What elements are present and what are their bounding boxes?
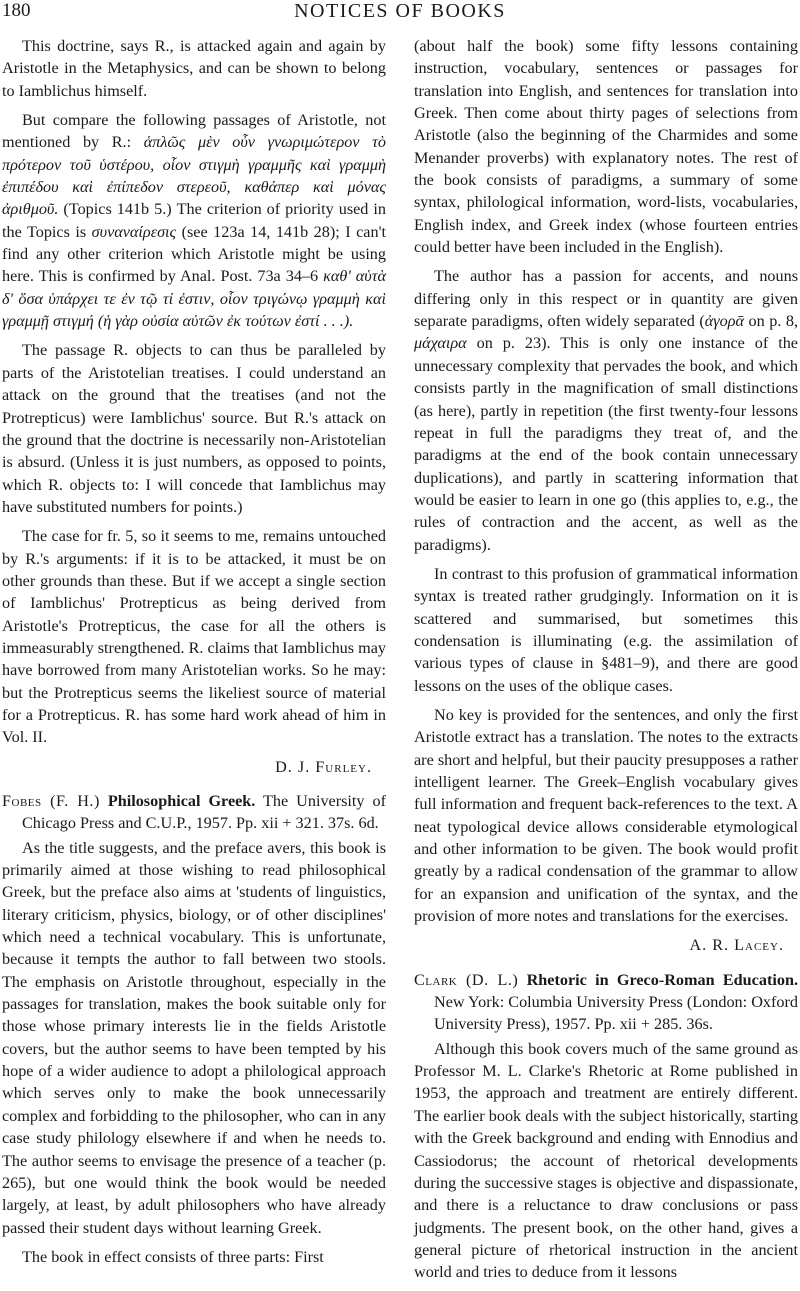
paragraph: In contrast to this profusion of grammatical information syntax is treated rather grudgingly. Information on it is scattered and summarised, but sometimes this condensation is illuminating (e.g. the assimilation of various types of clause in §481–9), and there are good lessons on the uses of the oblique cases. [414,564,798,695]
paragraph: This doctrine, says R., is attacked again and again by Aristotle in the Metaphysics, and can be shown to belong to Iamblichus himself. [2,37,386,100]
book-entry-heading [414,969,798,1036]
book-author: Clark (D. L.) [414,970,519,989]
paragraph-with-greek [2,109,386,332]
paragraph: (about half the book) some fifty lessons containing instruction, vocabulary, sentences or passages for translation into English, and sentences for translation into Greek. Then come about thirty pages of selections from Aristotle (also the beginning of the Charmides and some Menander proverbs) with explanatory notes. The rest of the book consists of paradigms, a summary of some syntax, philological information, word-lists, vocabularies, English index, and Greek index (whose fourteen entries could better have been included in the English). [414,37,798,257]
paragraph: As the title suggests, and the preface avers, this book is primarily aimed at those wishing to read philosophical Greek, but the preface also aims at 'students of linguistics, literary criticism, physics, biology, or of other disciplines' which need a technical vocabulary. This is unfortunate, because it tempts the author to fall between two stools. The emphasis on Aristotle throughout, especially in the passages for translation, makes the book suitable only for those whose primary interests lie in the fields Aristotle covers, but the author seems to have been tempted by his hope of a wider audience to adopt a philological approach which serves only to make the book unnecessarily complex and forbidding to the philosopher, who can in any case study philology elsewhere if and when he needs to. The author seems to envisage the presence of a teacher (p. 265), but one would think the book would be needed largely, at least, by adult philosophers who have already passed their student days without learning Greek. [2,838,386,1237]
paragraph-with-greek [414,265,798,555]
left-column [2,35,386,1275]
paragraph: No key is provided for the sentences, and only the first Aristotle extract has a translation. The notes to the extracts are short and helpful, but their paucity presupposes a rather intelligent learner. The Greek–English vocabulary gives full information and frequent back-references to the text. A neat typological device allows considerable etymological and other information to be given. The book would profit greatly by a radical condensation of the grammar to allow for an expansion and unification of the syntax, and the provision of more notes and translations for the exercises. [414,705,798,926]
publication-details: The University of Chicago Press and C.U.P., 1957. Pp. xii + 321. 37s. 6d. [22,792,386,833]
right-column [414,35,798,1291]
greek-quote: καθ' αὑτὰ δ' ὅσα ὑπάρχει τε ἐν τῷ τί ἐστιν, οἷον τριγώνῳ γραμμὴ καὶ γραμμῇ στιγμή (ἡ γὰρ οὐσία αὐτῶν ἐκ τούτων ἐστί . . .). [2,267,386,331]
reviewer-signature: A. R. Lacey. [689,936,784,955]
text-span: on p. 23). This is only one instance of the unnecessary complexity that pervades the book, and which consists partly in the magnification of small distinctions (as here), partly in repetition (the first twenty-four lessons repeat in full the paradigms they treat of, and the paradigms at the end of the book contain unnecessary duplications), and partly in scattering information that would be easier to learn in one go (this applies to, e.g., the rules of contraction and the accent, as well as the paradigms). [414,334,798,554]
book-title: Philosophical Greek. [107,792,256,810]
paragraph: The book in effect consists of three parts: First [22,1247,324,1266]
publication-details: New York: Columbia University Press (London: Oxford University Press), 1957. Pp. xii + 285. 36s. [434,993,798,1034]
greek-word: ἀγορᾱ [704,312,745,331]
book-entry-heading [2,790,386,835]
book-author: Fobes (F. H.) [2,792,100,810]
text-span: on p. 8, [744,312,798,331]
page-header [0,0,800,26]
text-span: But compare the following passages of Aristotle, not mentioned by R.: [2,111,386,152]
greek-term: συναναίρεσις [91,222,177,241]
greek-quote: ἁπλῶς μὲν οὖν γνωριμώτερον τὸ πρότερον τοῦ ὑστέρου, οἷον στιγμὴ γραμμῆς καὶ γραμμὴ ἐπιπέδου καὶ ἐπίπεδον στερεοῦ, καθάπερ καὶ μόνας ἀριθμοῦ. [2,133,386,219]
text-span: (Topics 141b 5.) The criterion of priority used in the Topics is [2,200,386,241]
text-span: (see 123a 14, 141b 28); I can't find any other criterion which Aristotle might be using here. This is confirmed by Anal. Post. 73a 34–6 [2,222,386,286]
paragraph: Although this book covers much of the same ground as Professor M. L. Clarke's Rhetoric at Rome published in 1953, the approach and treatment are entirely different. The earlier book deals with the subject historically, starting with the Greek background and ending with Ennodius and Cassiodorus; the account of rhetorical developments during the successive stages is objective and dispassionate, and there is a reluctance to draw conclusions or pass judgments. The present book, on the other hand, gives a general picture of rhetorical instruction in the ancient world and tries to deduce from it lessons [414,1039,798,1282]
running-title: NOTICES OF BOOKS [294,0,506,22]
reviewer-signature: D. J. Furley. [275,757,372,776]
text-span: The author has a passion for accents, and nouns differing only in this respect or in quantity are given separate paradigms, often widely separated ( [414,267,798,331]
paragraph: The case for fr. 5, so it seems to me, remains untouched by R.'s arguments: if it is to be attacked, it must be on other grounds than these. But if we accept a single section of Iamblichus' Protrepticus as being derived from Aristotle's Protrepticus, the case for all the others is immeasurably strengthened. R. claims that Iamblichus may have borrowed from many Aristotelian works. So he may: but the Protrepticus seems the likeliest source of material for a Protrepticus. R. has some hard work ahead of him in Vol. II. [2,527,386,747]
greek-word: μάχαιρα [414,334,467,353]
page-number: 180 [2,0,31,21]
paragraph: The passage R. objects to can thus be paralleled by parts of the Aristotelian treatises. I could understand an attack on the ground that the treatises (and not the Protrepticus) were Iamblichus' source. But R.'s attack on the ground that the doctrine is necessarily non-Aristotelian is absurd. (Unless it is just numbers, as opposed to points, which R. objects to: I will concede that Iamblichus may have substituted numbers for points.) [2,341,386,516]
book-title: Rhetoric in Greco-Roman Education. [526,970,798,989]
